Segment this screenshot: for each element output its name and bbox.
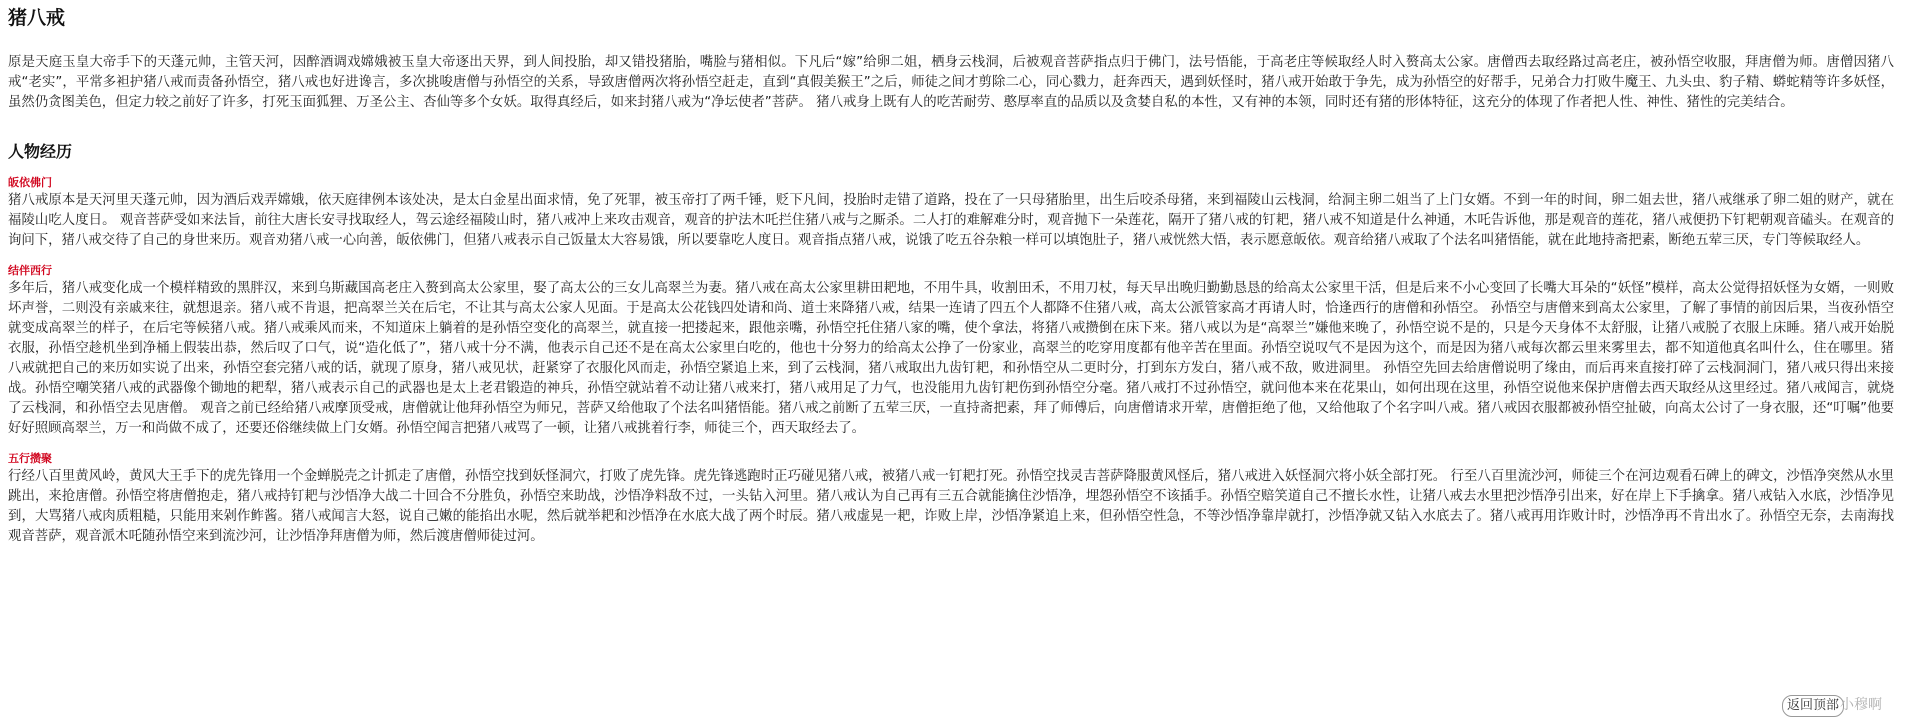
subsection-heading-gathering: 五行攒聚 — [8, 452, 52, 465]
subsection-heading-conversion: 皈依佛门 — [8, 176, 52, 189]
subsection-paragraph-gathering: 行经八百里黄风岭，黄风大王手下的虎先锋用一个金蝉脱壳之计抓走了唐僧，孙悟空找到妖怪洞穴，打败了虎先锋。虎先锋逃跑时正巧碰见猪八戒，被猪八戒一钉耙打死。孙悟空找灵吉菩萨降服黄风怪后，猪八戒进入妖怪洞穴将小妖全部打死。 行至八百里流沙河，师徒三个在河边观看石碑上的碑文，沙悟净突然从水里跳出，来抢唐僧。孙悟空将唐僧抱走，猪八戒持钉耙与沙悟净大战二十回合不分胜负，孙悟空来助战，沙悟净料敌不过，一头钻入河里。猪八戒认为自己再有三五合就能擒住沙悟净，埋怨孙悟空不该插手。孙悟空赔笑道自己不擅长水性，让猪八戒去水里把沙悟净引出来，好在岸上下手擒拿。猪八戒钻入水底，沙悟净见到，大骂猪八戒肉质粗糙，只能用来剁作鲊酱。猪八戒闻言大怒，说自己嫩的能掐出水呢，然后就举耙和沙悟净在水底大战了两个时辰。猪八戒虚晃一耙，诈败上岸，沙悟净紧追上来，但孙悟空性急，不等沙悟净靠岸就打，沙悟净就又钻入水底去了。猪八戒再用诈败计时，沙悟净再不肯出水了。孙悟空无奈，去南海找观音菩萨，观音派木吒随孙悟空来到流沙河，让沙悟净拜唐僧为师，然后渡唐僧师徒过河。 — [8, 469, 1894, 544]
watermark: 小穆啊 — [1840, 697, 1882, 713]
article — [8, 0, 1894, 547]
subsection-paragraph-journey: 多年后，猪八戒变化成一个模样精致的黑胖汉，来到乌斯藏国高老庄入赘到高太公家里，娶了高太公的三女儿高翠兰为妻。猪八戒在高太公家里耕田耙地，不用牛具，收割田禾，不用刀杖，每天早出晚归勤勤恳恳的给高太公家里干活，但是后来不小心变回了长嘴大耳朵的“妖怪”模样，高太公觉得招妖怪为女婿，一则败坏声誉，二则没有亲戚来往，就想退亲。猪八戒不肯退，把高翠兰关在后宅，不让其与高太公家人见面。于是高太公花钱四处请和尚、道士来降猪八戒，结果一连请了四五个人都降不住猪八戒，高太公派管家高才再请人时，恰逢西行的唐僧和孙悟空。 孙悟空与唐僧来到高太公家里，了解了事情的前因后果，当夜孙悟空就变成高翠兰的样子，在后宅等候猪八戒。猪八戒乘风而来，不知道床上躺着的是孙悟空变化的高翠兰，就直接一把搂起来，跟他亲嘴，孙悟空托住猪八家的嘴，使个拿法，将猪八戒攒倒在床下来。猪八戒以为是“高翠兰”嫌他来晚了，孙悟空说不是的，只是今天身体不太舒服，让猪八戒脱了衣服上床睡。猪八戒开始脱衣服，孙悟空趁机坐到净桶上假装出恭，然后叹了口气，说“造化低了”，猪八戒十分不满，他表示自己还不是在高太公家里白吃的，他也十分努力的给高太公挣了一份家业，高翠兰的吃穿用度都有他辛苦在里面。孙悟空说叹气不是因为这个，而是因为猪八戒每次都云里来雾里去，都不知道他真名叫什么，住在哪里。猪八戒就把自己的来历如实说了出来，孙悟空套完猪八戒的话，就现了原身，猪八戒见状，赶紧穿了衣服化风而走，孙悟空紧追上来，到了云栈洞，猪八戒取出九齿钉耙，和孙悟空从二更时分，打到东方发白，猪八戒不敌，败进洞里。 孙悟空先回去给唐僧说明了缘由，而后再来直接打碎了云栈洞洞门，猪八戒只得出来接战。孙悟空嘲笑猪八戒的武器像个锄地的耙犁，猪八戒表示自己的武器也是太上老君锻造的神兵，孙悟空就站着不动让猪八戒来打，猪八戒用足了力气，也没能用九齿钉耙伤到孙悟空分毫。猪八戒打不过孙悟空，就问他本来在花果山，如何出现在这里，孙悟空说他来保护唐僧去西天取经从这里经过。猪八戒闻言，就烧了云栈洞，和孙悟空去见唐僧。 观音之前已经给猪八戒摩顶受戒，唐僧就让他拜孙悟空为师兄，菩萨又给他取了个法名叫猪悟能。猪八戒之前断了五荤三厌，一直持斋把素，拜了师傅后，向唐僧请求开荤，唐僧拒绝了他，又给他取了个名字叫八戒。猪八戒因衣服都被孙悟空扯破，向高太公讨了一身衣服，还“叮嘱”他要好好照顾高翠兰，万一和尚做不成了，还要还俗继续做上门女婿。孙悟空闻言把猪八戒骂了一顿，让猪八戒挑着行李，师徒三个，西天取经去了。 — [8, 281, 1894, 436]
page-title: 猪八戒 — [8, 7, 66, 29]
intro-paragraph: 原是天庭玉皇大帝手下的天蓬元帅，主管天河，因醉酒调戏嫦娥被玉皇大帝逐出天界，到人间投胎，却又错投猪胎，嘴脸与猪相似。下凡后“嫁”给卵二姐，栖身云栈洞，后被观音菩萨指点归于佛门，法号悟能，于高老庄等候取经人时入赘高太公家。唐僧西去取经路过高老庄，被孙悟空收服，拜唐僧为师。唐僧因猪八戒“老实”，平常多袒护猪八戒而责备孙悟空，猪八戒也好进谗言，多次挑唆唐僧与孙悟空的关系，导致唐僧两次将孙悟空赶走，直到“真假美猴王”之后，师徒之间才剪除二心，同心戮力，赶奔西天，遇到妖怪时，猪八戒开始敢于争先，成为孙悟空的好帮手，兄弟合力打败牛魔王、九头虫、豹子精、蟒蛇精等许多妖怪，虽然仍贪图美色，但定力较之前好了许多，打死玉面狐狸、万圣公主、杏仙等多个女妖。取得真经后，如来封猪八戒为“净坛使者”菩萨。 猪八戒身上既有人的吃苦耐劳、憨厚率直的品质以及贪婪自私的本性，又有神的本领，同时还有猪的形体特征，这充分的体现了作者把人性、神性、猪性的完美结合。 — [8, 55, 1894, 110]
subsection-paragraph-conversion: 猪八戒原本是天河里天蓬元帅，因为酒后戏弄嫦娥，依天庭律例本该处决，是太白金星出面求情，免了死罪，被玉帝打了两千锤，贬下凡间，投胎时走错了道路，投在了一只母猪胎里，出生后咬杀母猪，来到福陵山云栈洞，给洞主卵二姐当了上门女婿。不到一年的时间，卵二姐去世，猪八戒继承了卵二姐的财产，就在福陵山吃人度日。 观音菩萨受如来法旨，前往大唐长安寻找取经人，驾云途经福陵山时，猪八戒冲上来攻击观音，观音的护法木吒拦住猪八戒与之厮杀。二人打的难解难分时，观音抛下一朵莲花，隔开了猪八戒的钉耙，猪八戒不知道是什么神通，木吒告诉他，那是观音的莲花，猪八戒便扔下钉耙朝观音磕头。在观音的询问下，猪八戒交待了自己的身世来历。观音劝猪八戒一心向善，皈依佛门，但猪八戒表示自己饭量太大容易饿，所以要靠吃人度日。观音指点猪八戒，说饿了吃五谷杂粮一样可以填饱肚子，猪八戒恍然大悟，表示愿意皈依。观音给猪八戒取了个法名叫猪悟能，就在此地持斋把素，断绝五荤三厌，专门等候取经人。 — [8, 193, 1894, 248]
back-to-top-button[interactable]: 返回顶部 — [1782, 695, 1844, 717]
subsection-heading-journey: 结伴西行 — [8, 264, 52, 277]
section-title: 人物经历 — [8, 142, 73, 161]
